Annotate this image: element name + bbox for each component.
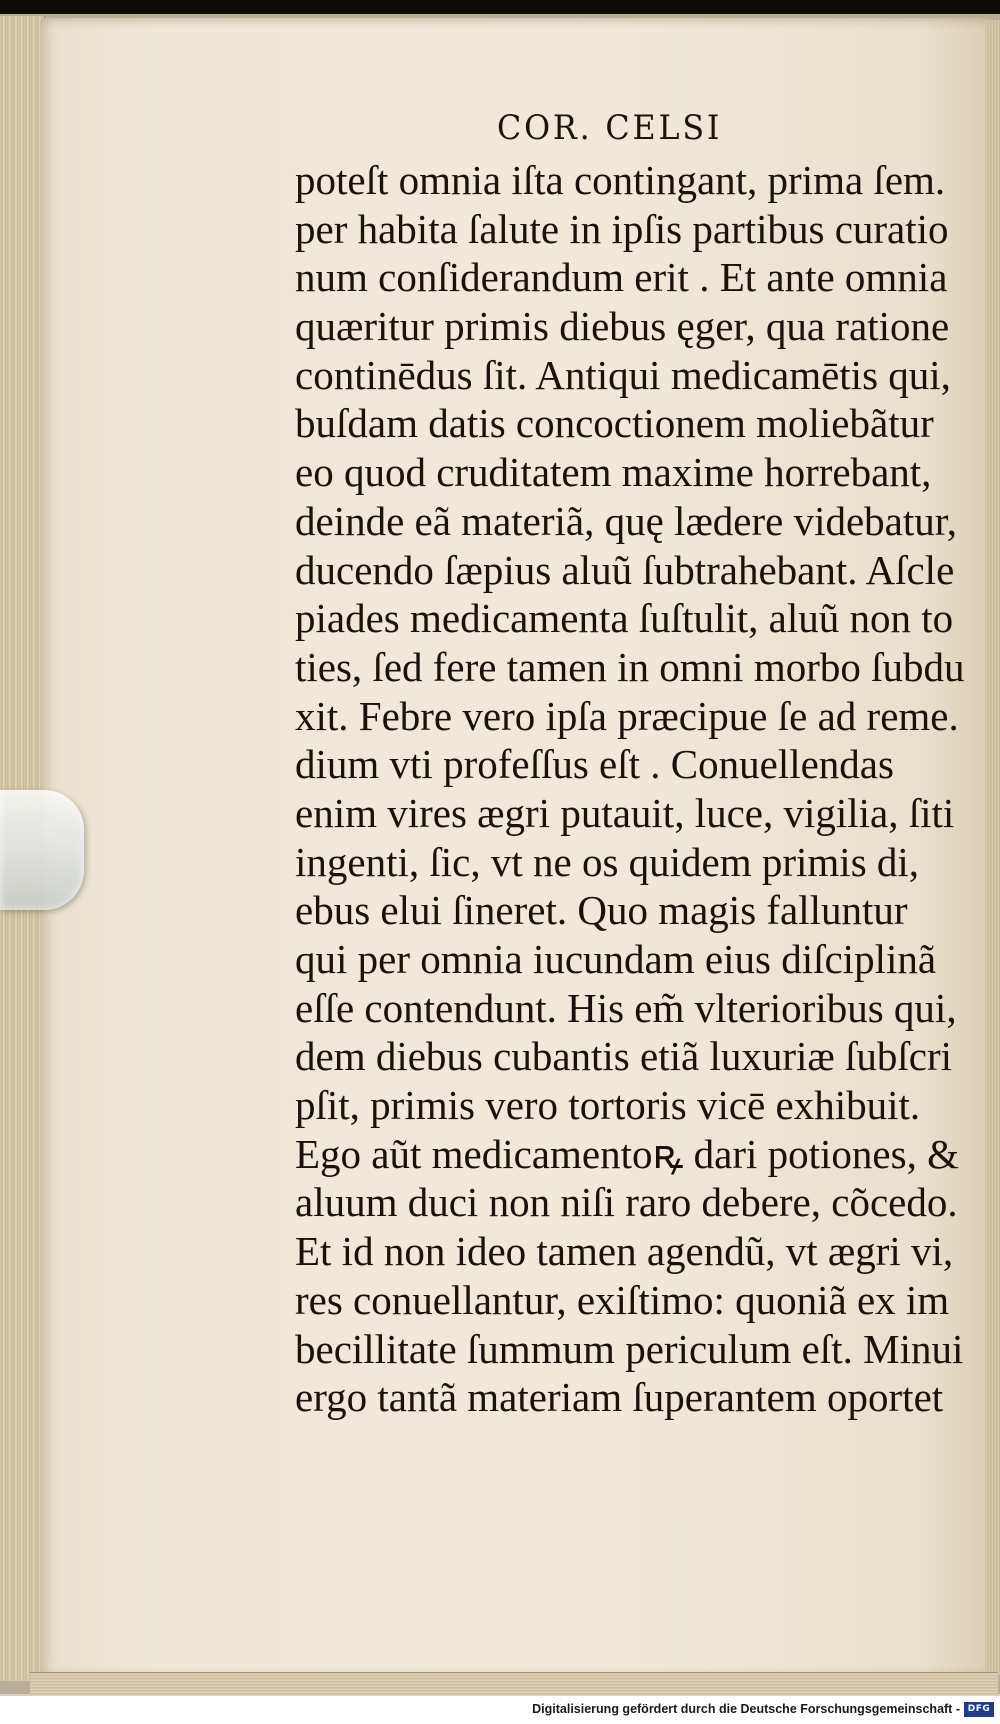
text-line: enim vires ægri putauit, luce, vigilia, ſiti xyxy=(295,789,955,836)
text-line: pſit, primis vero tortoris vicē exhibuit. xyxy=(295,1082,921,1129)
bottom-page-edges xyxy=(30,1672,998,1695)
text-line: ties, ſed fere tamen in omni morbo ſubdu xyxy=(295,643,965,690)
page-text xyxy=(295,156,985,1422)
text-line: ducendo ſæpius aluũ ſubtrahebant. Aſcle xyxy=(295,546,955,593)
text-line: num conſiderandum erit . Et ante omnia xyxy=(295,254,948,301)
digitization-credit: Digitalisierung gefördert durch die Deutsche Forschungsgemeinschaft - xyxy=(532,1702,960,1716)
text-line: ingenti, ſic, vt ne os quidem primis di, xyxy=(295,838,920,885)
text-line: becillitate ſummum periculum eſt. Minui xyxy=(295,1325,964,1372)
right-page-edges xyxy=(985,20,1000,1675)
text-line: eſſe contendunt. His em̃ vlterioribus qui, xyxy=(295,984,957,1031)
dfg-logo: DFG xyxy=(964,1702,994,1717)
text-line: deinde eã materiã, quę lædere videbatur, xyxy=(295,497,958,544)
text-line: ebus elui ſineret. Quo magis falluntur xyxy=(295,887,908,934)
top-border xyxy=(0,0,1000,14)
text-line: Ego aũt medicamentoꝶ dari potiones, & xyxy=(295,1130,959,1177)
text-line: per habita ſalute in ipſis partibus curatio xyxy=(295,205,949,252)
text-line: continēdus ſit. Antiqui medicamētis qui, xyxy=(295,351,951,398)
page-holder-clip xyxy=(0,790,84,910)
text-line: piades medicamenta ſuſtulit, aluũ non to xyxy=(295,595,954,642)
text-line: dium vti profeſſus eſt . Conuellendas xyxy=(295,741,894,788)
text-line: quæritur primis diebus ęger, qua ratione xyxy=(295,303,950,350)
text-line: aluum duci non niſi raro debere, cõcedo. xyxy=(295,1179,958,1226)
text-line: xit. Febre vero ipſa præcipue ſe ad reme. xyxy=(295,692,959,739)
text-line: poteſt omnia iſta contingant, prima ſem. xyxy=(295,157,946,203)
text-line: eo quod cruditatem maxime horrebant, xyxy=(295,449,932,496)
text-line: Et id non ideo tamen agendũ, vt ægri vi, xyxy=(295,1228,954,1275)
running-head: COR. CELSI xyxy=(497,108,723,148)
text-line: qui per omnia iucundam eius diſciplinã xyxy=(295,936,937,982)
text-line: ergo tantã materiam ſuperantem oportet xyxy=(295,1374,944,1421)
text-line: dem diebus cubantis etiã luxuriæ ſubſcri xyxy=(295,1033,953,1080)
text-line: res conuellantur, exiſtimo: quoniã ex im xyxy=(295,1276,950,1323)
text-line: buſdam datis concoctionem moliebãtur xyxy=(295,400,934,447)
